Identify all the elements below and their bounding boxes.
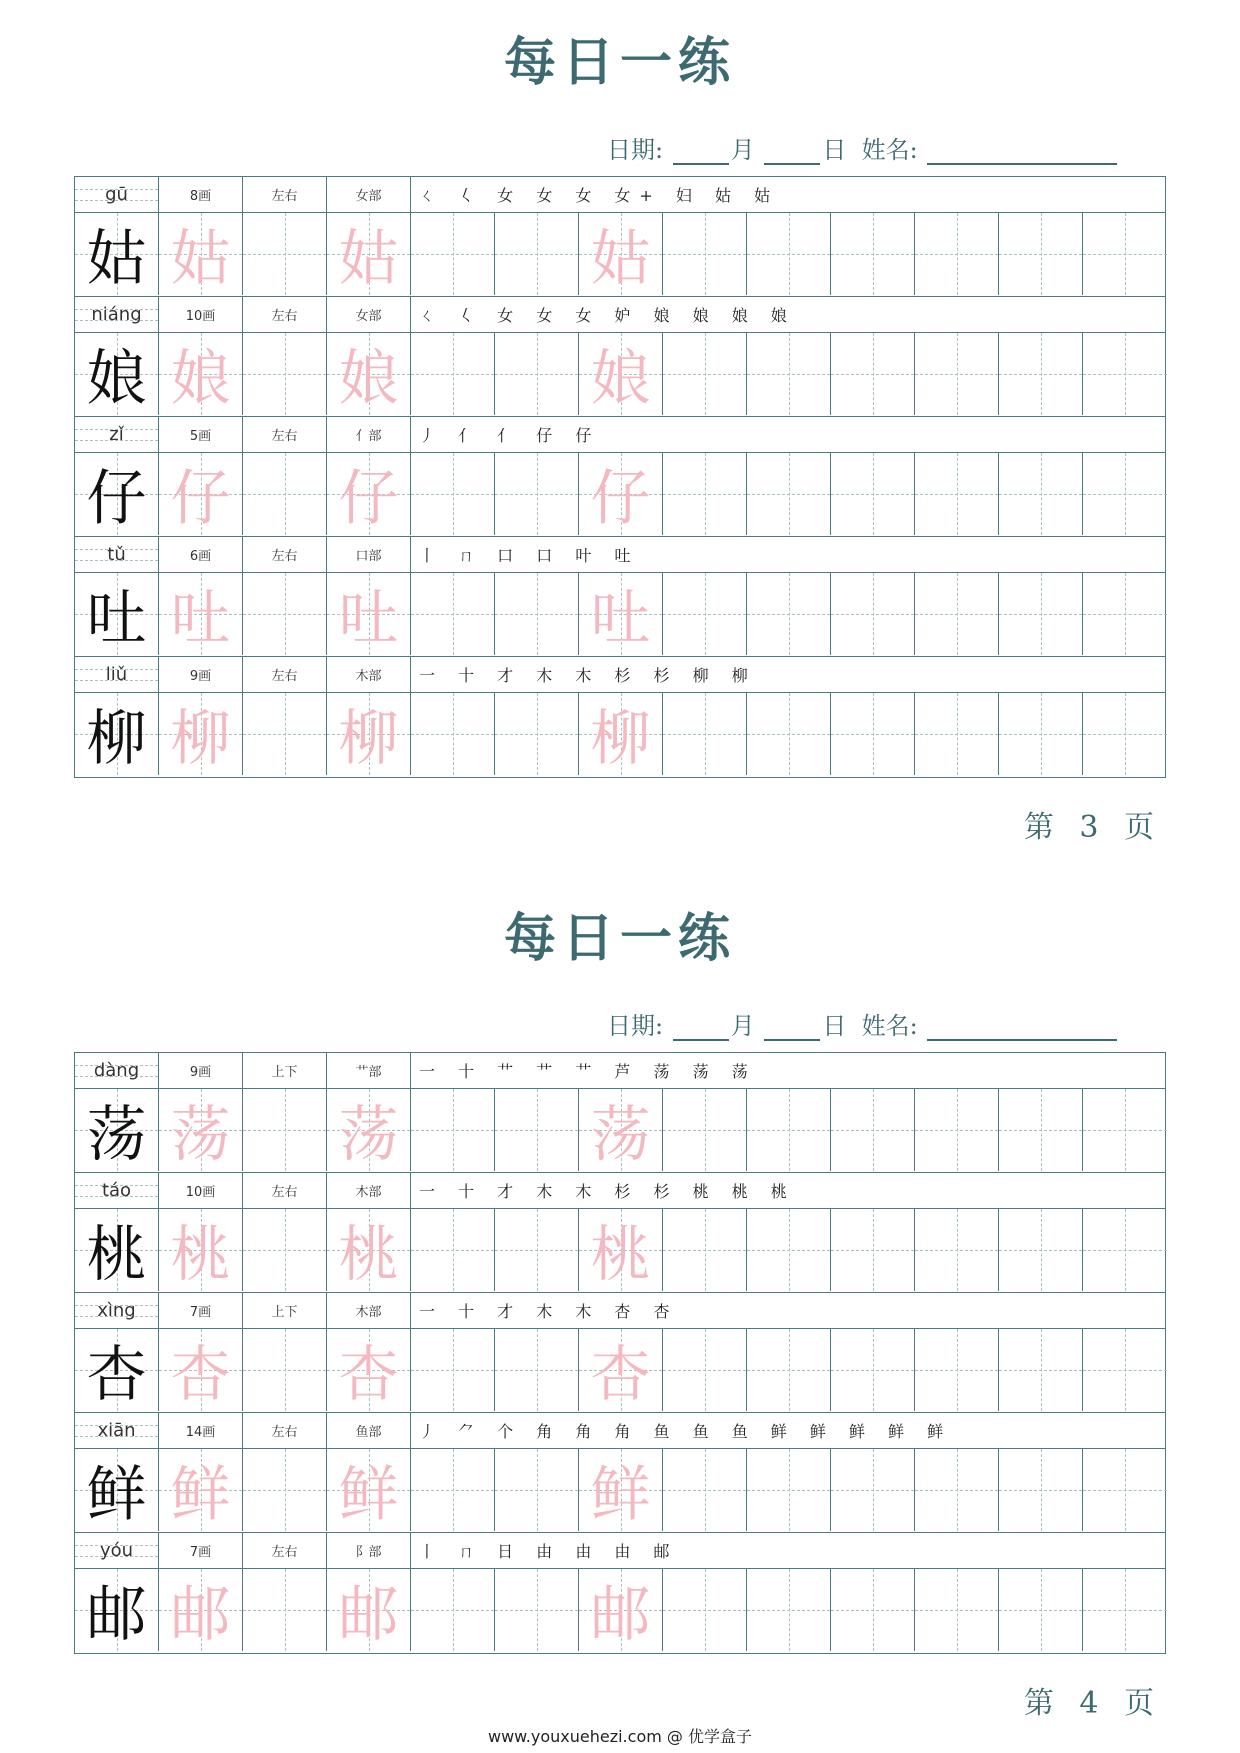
- practice-box[interactable]: [999, 1449, 1083, 1531]
- practice-box[interactable]: [411, 1089, 495, 1171]
- practice-box[interactable]: [747, 1569, 831, 1651]
- char-practice-row: [75, 573, 1165, 657]
- practice-box[interactable]: [579, 1329, 663, 1411]
- practice-box[interactable]: [915, 1449, 999, 1531]
- practice-box[interactable]: [159, 1329, 243, 1411]
- pinyin: tǔ: [107, 544, 126, 565]
- trace-char: 柳: [170, 704, 231, 774]
- model-char: 姑: [86, 224, 147, 294]
- practice-grid: [74, 1052, 1166, 1654]
- trace-char: 姑: [338, 224, 399, 294]
- practice-box[interactable]: [1083, 453, 1167, 535]
- page-title: 每日一练: [503, 32, 736, 93]
- practice-box[interactable]: [243, 453, 327, 535]
- practice-box[interactable]: [915, 333, 999, 415]
- practice-box[interactable]: [831, 1209, 915, 1291]
- practice-box[interactable]: [999, 1089, 1083, 1171]
- name-label: 姓名:: [861, 1012, 918, 1040]
- practice-box[interactable]: [327, 333, 411, 415]
- day-blank[interactable]: [764, 1015, 820, 1041]
- practice-box[interactable]: [747, 693, 831, 775]
- char-info-row: [75, 537, 1165, 573]
- stroke-order: 丨 ㄇ 口 口 叶 吐: [419, 546, 640, 565]
- practice-box[interactable]: [915, 573, 999, 655]
- trace-char: 柳: [590, 704, 651, 774]
- practice-box[interactable]: [411, 693, 495, 775]
- practice-box[interactable]: [747, 1209, 831, 1291]
- pinyin-cell: [75, 1293, 159, 1328]
- practice-box[interactable]: [495, 1569, 579, 1651]
- practice-box[interactable]: [999, 1209, 1083, 1291]
- model-char: 仔: [86, 464, 147, 534]
- structure: 左右: [243, 1173, 327, 1208]
- model-char: 娘: [86, 344, 147, 414]
- pinyin: gū: [105, 184, 128, 205]
- model-char-box: [75, 453, 159, 535]
- radical: 女部: [327, 177, 411, 212]
- pinyin-cell: [75, 657, 159, 692]
- radical: 鱼部: [327, 1413, 411, 1448]
- practice-box[interactable]: [159, 1209, 243, 1291]
- pinyin: yóu: [99, 1540, 134, 1561]
- stroke-count: 5画: [159, 417, 243, 452]
- practice-box[interactable]: [999, 213, 1083, 295]
- practice-box[interactable]: [495, 1449, 579, 1531]
- practice-box[interactable]: [159, 1569, 243, 1651]
- pinyin: táo: [101, 1180, 132, 1201]
- radical: 木部: [327, 657, 411, 692]
- practice-box[interactable]: [831, 1569, 915, 1651]
- model-char-box: [75, 693, 159, 775]
- month-blank[interactable]: [673, 1015, 729, 1041]
- practice-box[interactable]: [327, 1329, 411, 1411]
- page-number: 第 4 页: [1023, 1686, 1162, 1721]
- practice-box[interactable]: [327, 693, 411, 775]
- structure: 左右: [243, 1533, 327, 1568]
- practice-box[interactable]: [243, 1569, 327, 1651]
- stroke-order: 丿 亻 亻 仔 仔: [419, 426, 601, 445]
- day-label: 日: [822, 1012, 847, 1040]
- practice-box[interactable]: [411, 1449, 495, 1531]
- pinyin: niáng: [91, 304, 142, 325]
- date-label: 日期:: [607, 1012, 664, 1040]
- practice-box[interactable]: [327, 573, 411, 655]
- trace-char: 鲜: [590, 1460, 651, 1530]
- practice-box[interactable]: [327, 453, 411, 535]
- name-blank[interactable]: [927, 1015, 1117, 1041]
- pinyin-cell: [75, 177, 159, 212]
- practice-box[interactable]: [915, 1569, 999, 1651]
- model-char-box: [75, 1449, 159, 1531]
- practice-box[interactable]: [999, 1569, 1083, 1651]
- month-blank[interactable]: [673, 139, 729, 165]
- practice-box[interactable]: [663, 693, 747, 775]
- char-practice-row: [75, 453, 1165, 537]
- practice-box[interactable]: [579, 1569, 663, 1651]
- char-info-row: [75, 1293, 1165, 1329]
- pinyin-cell: [75, 1413, 159, 1448]
- structure: 左右: [243, 177, 327, 212]
- practice-box[interactable]: [1083, 1329, 1167, 1411]
- char-practice-row: [75, 693, 1165, 777]
- practice-box[interactable]: [327, 1209, 411, 1291]
- trace-char: 姑: [590, 224, 651, 294]
- stroke-order: ㄑ 𡿨 女 女 女 女+ 妇 姑 姑: [419, 186, 780, 205]
- stroke-order: 丿 ⺈ 个 角 角 角 鱼 鱼 鱼 鲜 鲜 鲜 鲜 鲜: [419, 1422, 953, 1441]
- practice-box[interactable]: [1083, 1449, 1167, 1531]
- page-title: 每日一练: [503, 908, 736, 969]
- stroke-count: 8画: [159, 177, 243, 212]
- char-info-row: [75, 1173, 1165, 1209]
- practice-box[interactable]: [663, 573, 747, 655]
- practice-box[interactable]: [327, 213, 411, 295]
- char-practice-row: [75, 1209, 1165, 1293]
- page-number: 第 3 页: [1023, 810, 1162, 845]
- model-char-box: [75, 1569, 159, 1651]
- pinyin-cell: [75, 1173, 159, 1208]
- trace-char: 吐: [338, 584, 399, 654]
- month-label: 月: [730, 136, 755, 164]
- model-char: 柳: [86, 704, 147, 774]
- char-practice-row: [75, 1089, 1165, 1173]
- practice-box[interactable]: [579, 453, 663, 535]
- practice-box[interactable]: [831, 1089, 915, 1171]
- char-practice-row: [75, 213, 1165, 297]
- practice-box[interactable]: [159, 693, 243, 775]
- model-char-box: [75, 573, 159, 655]
- char-practice-row: [75, 1329, 1165, 1413]
- practice-box[interactable]: [243, 213, 327, 295]
- practice-box[interactable]: [243, 1209, 327, 1291]
- practice-box[interactable]: [579, 693, 663, 775]
- month-label: 月: [730, 1012, 755, 1040]
- practice-box[interactable]: [243, 573, 327, 655]
- pinyin-cell: [75, 537, 159, 572]
- radical: 艹部: [327, 1053, 411, 1088]
- practice-box[interactable]: [243, 333, 327, 415]
- model-char-box: [75, 1089, 159, 1171]
- practice-box[interactable]: [495, 453, 579, 535]
- practice-box[interactable]: [411, 453, 495, 535]
- practice-box[interactable]: [159, 573, 243, 655]
- practice-box[interactable]: [159, 213, 243, 295]
- practice-box[interactable]: [495, 693, 579, 775]
- model-char: 鲜: [86, 1460, 147, 1530]
- trace-char: 荡: [170, 1100, 231, 1170]
- trace-char: 娘: [170, 344, 231, 414]
- stroke-order: 一 十 才 木 木 杉 杉 桃 桃 桃: [419, 1182, 796, 1201]
- practice-box[interactable]: [999, 333, 1083, 415]
- pinyin-cell: [75, 1053, 159, 1088]
- practice-box[interactable]: [327, 1449, 411, 1531]
- date-label: 日期:: [607, 136, 664, 164]
- practice-box[interactable]: [663, 1209, 747, 1291]
- practice-box[interactable]: [411, 1209, 495, 1291]
- trace-char: 鲜: [170, 1460, 231, 1530]
- pinyin: zǐ: [109, 424, 124, 445]
- date-name-line: [607, 130, 1119, 165]
- trace-char: 杏: [590, 1340, 651, 1410]
- model-char: 杏: [86, 1340, 147, 1410]
- trace-char: 桃: [170, 1220, 231, 1290]
- stroke-count: 6画: [159, 537, 243, 572]
- pinyin: xìng: [97, 1300, 136, 1321]
- structure: 上下: [243, 1293, 327, 1328]
- day-blank[interactable]: [764, 139, 820, 165]
- practice-box[interactable]: [747, 1449, 831, 1531]
- pinyin-cell: [75, 417, 159, 452]
- practice-page-1: [0, 0, 1240, 876]
- stroke-count: 10画: [159, 1173, 243, 1208]
- practice-box[interactable]: [1083, 573, 1167, 655]
- stroke-count: 7画: [159, 1533, 243, 1568]
- pinyin: dàng: [93, 1060, 140, 1081]
- radical: 女部: [327, 297, 411, 332]
- stroke-count: 9画: [159, 657, 243, 692]
- practice-box[interactable]: [663, 333, 747, 415]
- practice-box[interactable]: [663, 1089, 747, 1171]
- trace-char: 娘: [338, 344, 399, 414]
- trace-char: 吐: [590, 584, 651, 654]
- char-practice-row: [75, 333, 1165, 417]
- practice-box[interactable]: [411, 573, 495, 655]
- practice-box[interactable]: [999, 1329, 1083, 1411]
- model-char: 荡: [86, 1100, 147, 1170]
- char-info-row: [75, 417, 1165, 453]
- practice-box[interactable]: [159, 1089, 243, 1171]
- practice-box[interactable]: [663, 213, 747, 295]
- radical: 木部: [327, 1173, 411, 1208]
- day-label: 日: [822, 136, 847, 164]
- practice-box[interactable]: [327, 1089, 411, 1171]
- practice-box[interactable]: [747, 1329, 831, 1411]
- practice-box[interactable]: [579, 1449, 663, 1531]
- practice-box[interactable]: [495, 213, 579, 295]
- practice-box[interactable]: [579, 333, 663, 415]
- radical: 木部: [327, 1293, 411, 1328]
- practice-box[interactable]: [663, 1569, 747, 1651]
- practice-box[interactable]: [411, 1329, 495, 1411]
- model-char: 吐: [86, 584, 147, 654]
- stroke-count: 10画: [159, 297, 243, 332]
- practice-box[interactable]: [495, 1329, 579, 1411]
- char-info-row: [75, 657, 1165, 693]
- pinyin: xiān: [97, 1420, 136, 1441]
- trace-char: 桃: [590, 1220, 651, 1290]
- trace-char: 鲜: [338, 1460, 399, 1530]
- trace-char: 杏: [170, 1340, 231, 1410]
- practice-box[interactable]: [915, 453, 999, 535]
- practice-box[interactable]: [579, 1209, 663, 1291]
- practice-box[interactable]: [747, 213, 831, 295]
- practice-box[interactable]: [1083, 693, 1167, 775]
- trace-char: 仔: [590, 464, 651, 534]
- model-char-box: [75, 1209, 159, 1291]
- practice-box[interactable]: [1083, 1569, 1167, 1651]
- char-info-row: [75, 1053, 1165, 1089]
- radical: 口部: [327, 537, 411, 572]
- practice-box[interactable]: [1083, 213, 1167, 295]
- practice-box[interactable]: [159, 333, 243, 415]
- structure: 左右: [243, 657, 327, 692]
- practice-box[interactable]: [999, 573, 1083, 655]
- practice-box[interactable]: [495, 1089, 579, 1171]
- practice-box[interactable]: [915, 693, 999, 775]
- practice-box[interactable]: [411, 1569, 495, 1651]
- name-blank[interactable]: [927, 139, 1117, 165]
- practice-box[interactable]: [327, 1569, 411, 1651]
- stroke-count: 14画: [159, 1413, 243, 1448]
- practice-box[interactable]: [243, 693, 327, 775]
- practice-box[interactable]: [999, 453, 1083, 535]
- trace-char: 仔: [338, 464, 399, 534]
- practice-box[interactable]: [579, 1089, 663, 1171]
- stroke-count: 9画: [159, 1053, 243, 1088]
- practice-box[interactable]: [579, 213, 663, 295]
- practice-box[interactable]: [999, 693, 1083, 775]
- practice-box[interactable]: [1083, 1089, 1167, 1171]
- model-char: 邮: [86, 1580, 147, 1650]
- char-info-row: [75, 1413, 1165, 1449]
- practice-box[interactable]: [915, 1209, 999, 1291]
- pinyin-cell: [75, 297, 159, 332]
- practice-box[interactable]: [579, 573, 663, 655]
- radical: 阝部: [327, 1533, 411, 1568]
- trace-char: 娘: [590, 344, 651, 414]
- trace-char: 桃: [338, 1220, 399, 1290]
- char-info-row: [75, 1533, 1165, 1569]
- stroke-order: 一 十 才 木 木 杉 杉 柳 柳: [419, 666, 757, 685]
- practice-box[interactable]: [243, 1449, 327, 1531]
- practice-box[interactable]: [831, 693, 915, 775]
- structure: 左右: [243, 297, 327, 332]
- trace-char: 邮: [170, 1580, 231, 1650]
- model-char: 桃: [86, 1220, 147, 1290]
- char-practice-row: [75, 1569, 1165, 1653]
- char-info-row: [75, 297, 1165, 333]
- practice-box[interactable]: [1083, 1209, 1167, 1291]
- practice-box[interactable]: [747, 573, 831, 655]
- practice-box[interactable]: [915, 1329, 999, 1411]
- practice-page-2: [0, 876, 1240, 1752]
- practice-box[interactable]: [831, 1329, 915, 1411]
- practice-box[interactable]: [831, 453, 915, 535]
- char-info-row: [75, 177, 1165, 213]
- practice-box[interactable]: [747, 333, 831, 415]
- name-label: 姓名:: [861, 136, 918, 164]
- practice-box[interactable]: [159, 1449, 243, 1531]
- structure: 左右: [243, 1413, 327, 1448]
- footer-credit: www.youxuehezi.com @ 优学盒子: [488, 1727, 752, 1746]
- trace-char: 仔: [170, 464, 231, 534]
- model-char-box: [75, 333, 159, 415]
- practice-box[interactable]: [495, 333, 579, 415]
- practice-box[interactable]: [831, 333, 915, 415]
- trace-char: 吐: [170, 584, 231, 654]
- practice-box[interactable]: [243, 1089, 327, 1171]
- practice-box[interactable]: [663, 1449, 747, 1531]
- practice-box[interactable]: [243, 1329, 327, 1411]
- structure: 左右: [243, 537, 327, 572]
- practice-box[interactable]: [495, 573, 579, 655]
- practice-grid: [74, 176, 1166, 778]
- pinyin-cell: [75, 1533, 159, 1568]
- char-practice-row: [75, 1449, 1165, 1533]
- radical: 亻部: [327, 417, 411, 452]
- stroke-order: 一 十 才 木 木 杏 杏: [419, 1302, 679, 1321]
- trace-char: 邮: [590, 1580, 651, 1650]
- practice-box[interactable]: [831, 213, 915, 295]
- practice-box[interactable]: [411, 213, 495, 295]
- practice-box[interactable]: [1083, 333, 1167, 415]
- model-char-box: [75, 213, 159, 295]
- practice-box[interactable]: [663, 453, 747, 535]
- practice-box[interactable]: [831, 573, 915, 655]
- trace-char: 荡: [338, 1100, 399, 1170]
- structure: 上下: [243, 1053, 327, 1088]
- date-name-line: [607, 1006, 1119, 1041]
- stroke-order: ㄑ 𡿨 女 女 女 妒 娘 娘 娘 娘: [419, 306, 796, 325]
- pinyin: liǔ: [105, 664, 128, 685]
- stroke-order: 一 十 艹 艹 艹 芦 荡 荡 荡: [419, 1062, 757, 1081]
- trace-char: 邮: [338, 1580, 399, 1650]
- trace-char: 柳: [338, 704, 399, 774]
- practice-box[interactable]: [663, 1329, 747, 1411]
- structure: 左右: [243, 417, 327, 452]
- practice-box[interactable]: [159, 453, 243, 535]
- trace-char: 杏: [338, 1340, 399, 1410]
- stroke-count: 7画: [159, 1293, 243, 1328]
- practice-box[interactable]: [495, 1209, 579, 1291]
- practice-box[interactable]: [411, 333, 495, 415]
- practice-box[interactable]: [915, 1089, 999, 1171]
- practice-box[interactable]: [747, 1089, 831, 1171]
- practice-box[interactable]: [747, 453, 831, 535]
- trace-char: 荡: [590, 1100, 651, 1170]
- practice-box[interactable]: [915, 213, 999, 295]
- stroke-order: 丨 ㄇ 日 由 由 由 邮: [419, 1542, 679, 1561]
- practice-box[interactable]: [831, 1449, 915, 1531]
- trace-char: 姑: [170, 224, 231, 294]
- model-char-box: [75, 1329, 159, 1411]
